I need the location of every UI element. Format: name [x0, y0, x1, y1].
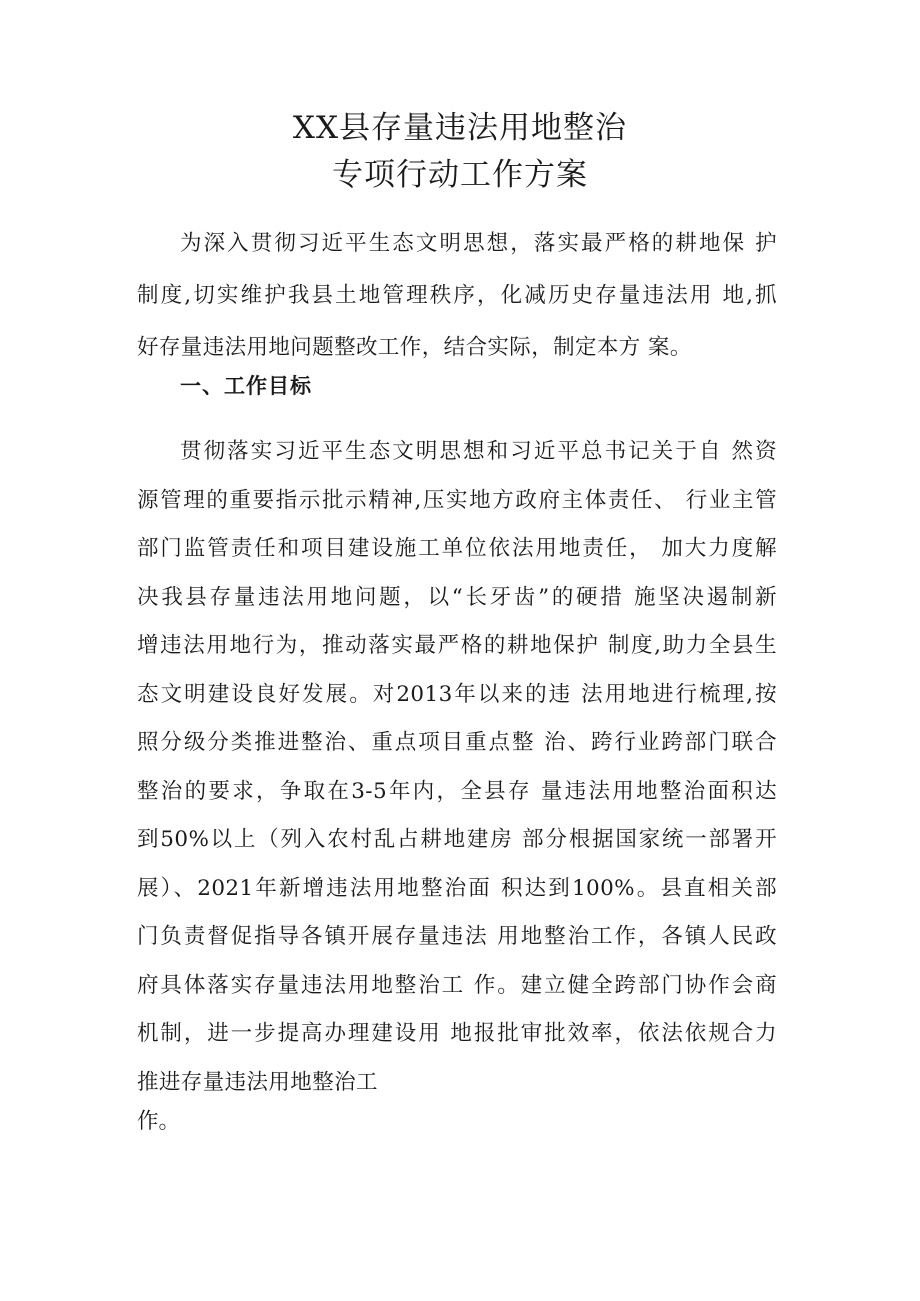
document-title-line-2: 专项行动工作方案: [332, 157, 588, 193]
intro-line: 制度,切实维护我县土地管理秩序，化减历史存量违法用 地,抓: [137, 283, 777, 308]
goals-line: 展）、2021年新增违法用地整治面 积达到100%。县直相关部: [137, 875, 777, 901]
goals-line: 机制，进一步提高办理建设用 地报批审批效率，依法依规合力: [137, 1021, 777, 1046]
intro-paragraph: [137, 218, 777, 374]
goals-line: 态文明建设良好发展。对2013年以来的违 法用地进行梳理,按: [137, 681, 777, 707]
goals-paragraph: [137, 428, 777, 1107]
goals-line: 增违法用地行为，推动落实最严格的耕地保护 制度,助力全县生: [137, 633, 777, 658]
intro-line: 为深入贯彻习近平生态文明思想，落实最严格的耕地保 护: [180, 231, 777, 256]
goals-line: 整治的要求，争取在3-5年内，全县存 量违法用地整治面积达: [137, 778, 777, 804]
goals-line: 部门监管责任和项目建设施工单位依法用地责任， 加大力度解: [137, 536, 777, 561]
goals-line: 贯彻落实习近平生态文明思想和习近平总书记关于自 然资: [180, 439, 777, 464]
section-heading-goals: 一、工作目标: [180, 374, 312, 398]
goals-line: 照分级分类推进整治、重点项目重点整 治、跨行业跨部门联合: [137, 730, 777, 755]
goals-line: 到50%以上（列入农村乱占耕地建房 部分根据国家统一部署开: [137, 827, 777, 852]
goals-line: 府具体落实存量违法用地整治工 作。建立健全跨部门协作会商: [137, 972, 777, 998]
goals-line: 推进存量违法用地整治工: [137, 1069, 378, 1095]
intro-line: 好存量违法用地问题整改工作，结合实际，制定本方 案。: [137, 335, 692, 360]
document-title-line-1: XX县存量违法用地整治: [292, 110, 628, 146]
goals-line: 门负责督促指导各镇开展存量违法 用地整治工作，各镇人民政: [137, 924, 777, 949]
goals-tail-line: 作。: [137, 1109, 181, 1134]
goals-line: 决我县存量违法用地问题，以“长牙齿”的硬措 施坚决遏制新: [137, 584, 777, 610]
goals-line: 源管理的重要指示批示精神,压实地方政府主体责任、 行业主管: [137, 487, 777, 513]
